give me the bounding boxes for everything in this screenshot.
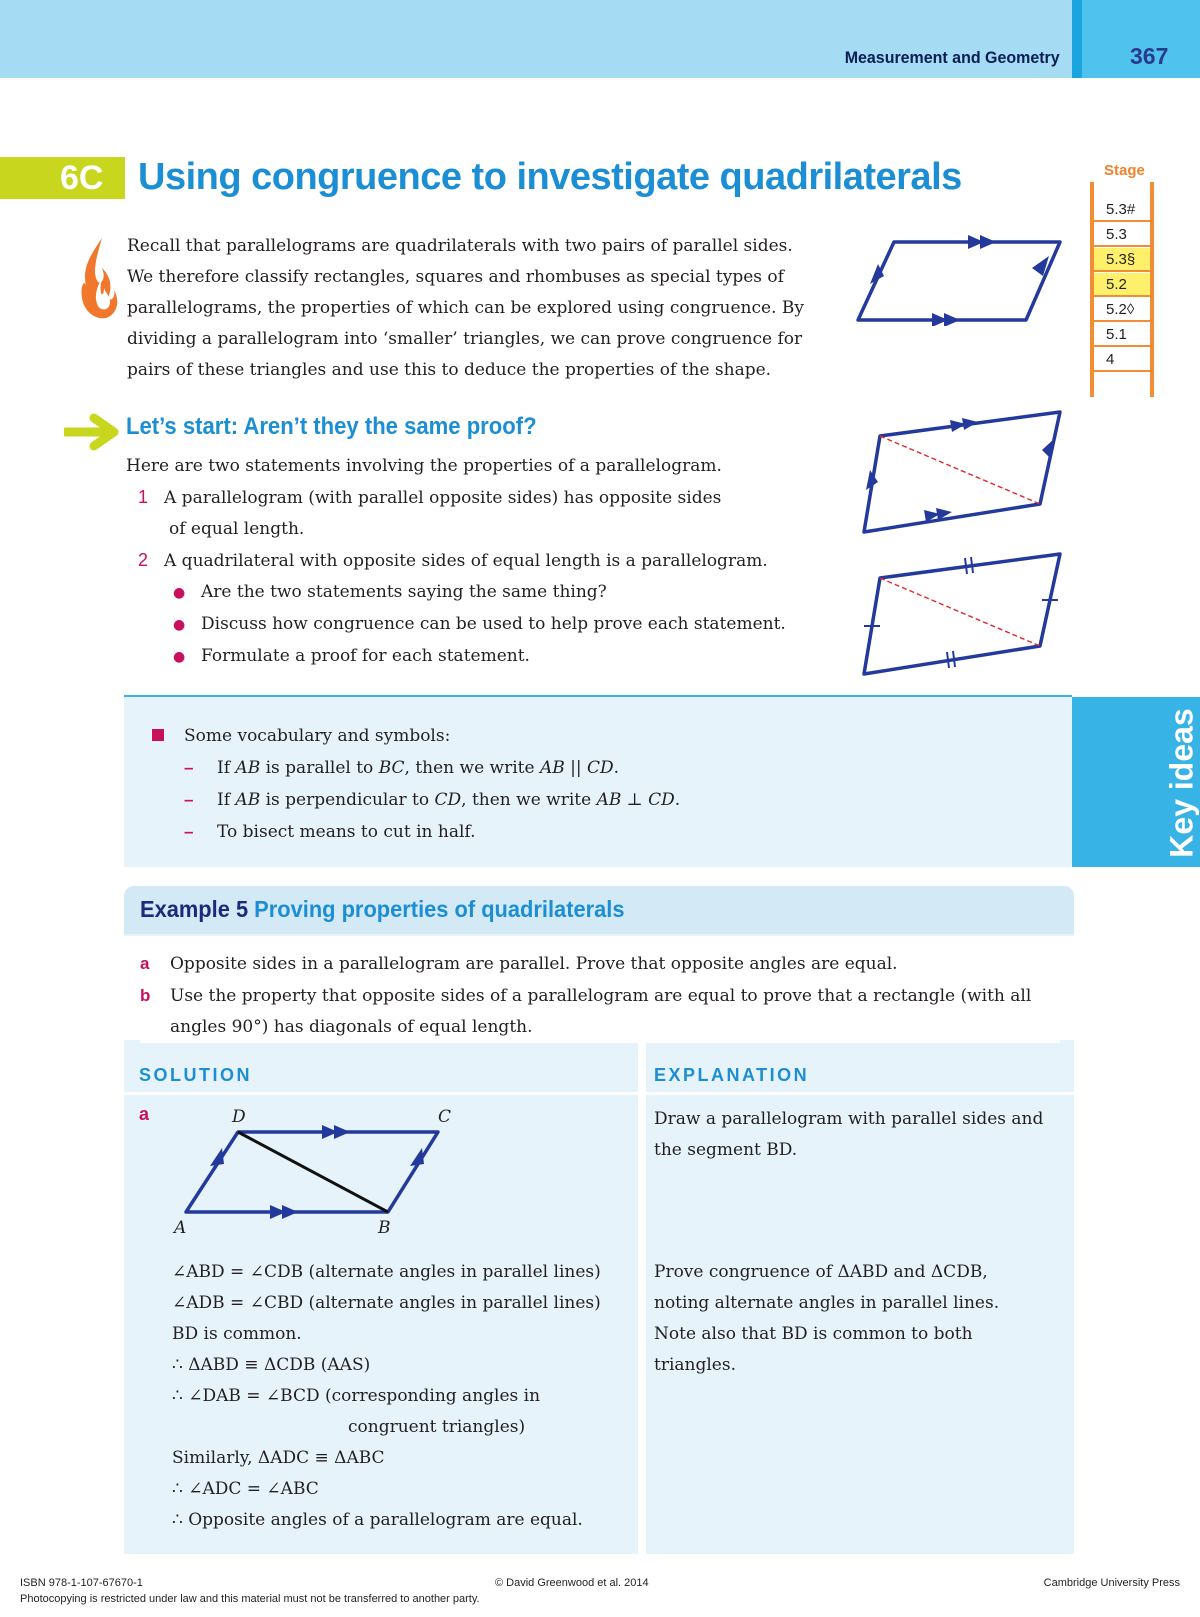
explanation-line: the segment BD.: [654, 1140, 798, 1160]
stage-level-highlighted: 5.3§: [1094, 248, 1150, 272]
dash-bullet: –: [184, 822, 194, 841]
statement-text-cont: of equal length.: [169, 519, 305, 539]
vertex-label-b: B: [378, 1218, 391, 1238]
vertex-label-d: D: [232, 1107, 246, 1127]
key-ideas-content: [152, 721, 680, 848]
dash-bullet: –: [184, 758, 194, 777]
intro-line: Recall that parallelograms are quadrilaterals with two pairs of parallel sides.: [127, 236, 793, 256]
running-head: Measurement and Geometry: [845, 48, 1060, 67]
solution-step: ∴ ∠DAB = ∠BCD (corresponding angles in: [172, 1386, 541, 1406]
square-bullet-icon: [152, 729, 164, 741]
statement-text: A parallelogram (with parallel opposite sides) has opposite sides: [164, 488, 722, 508]
footer-isbn: ISBN 978-1-107-67670-1: [20, 1577, 143, 1589]
solution-step: Similarly, ΔADC ≡ ΔABC: [172, 1448, 385, 1468]
intro-line: pairs of these triangles and use this to deduce the properties of the shape.: [127, 360, 772, 380]
statement-item: [126, 545, 816, 577]
intro-line: We therefore classify rectangles, squares and rhombuses as special types of: [127, 267, 784, 287]
stage-level: 5.1: [1094, 323, 1150, 347]
section-title: Using congruence to investigate quadrilaterals: [138, 156, 962, 198]
intro-paragraph: [127, 231, 827, 386]
stage-level: 4: [1094, 348, 1150, 372]
stage-label: Stage: [1104, 162, 1145, 179]
intro-line: dividing a parallelogram into ‘smaller’ triangles, we can prove congruence for: [127, 329, 803, 349]
footer-copyright: © David Greenwood et al. 2014: [495, 1577, 649, 1589]
statement-number: 2: [138, 550, 149, 570]
part-a-label: a: [139, 1104, 150, 1124]
statement-number: 1: [138, 487, 149, 507]
solution-parallelogram-diagram: [170, 1108, 460, 1238]
section-code: 6C: [60, 159, 104, 197]
explanation-line: noting alternate angles in parallel lines.: [654, 1293, 1000, 1313]
explanation-diagram: [654, 1104, 1043, 1166]
vertex-label-a: A: [174, 1218, 187, 1238]
flame-icon: [80, 238, 120, 320]
page-number: 367: [1130, 43, 1169, 69]
key-idea-sub: – To bisect means to cut in half.: [152, 816, 680, 848]
bullet-dot: ●: [173, 617, 186, 633]
footer-publisher: Cambridge University Press: [1043, 1577, 1180, 1589]
example-question: a Opposite sides in a parallelogram are parallel. Prove that opposite angles are equal.: [140, 954, 898, 974]
example-question-cont: angles 90°) has diagonals of equal length.: [170, 1017, 533, 1037]
solution-step: ∴ Opposite angles of a parallelogram are equal.: [172, 1510, 583, 1530]
solution-step: congruent triangles): [348, 1417, 526, 1437]
stage-level: 5.3: [1094, 223, 1150, 247]
solution-steps: [172, 1257, 601, 1536]
vertex-label-c: C: [438, 1107, 452, 1127]
stage-ladder: [1090, 182, 1154, 397]
key-ideas-tab: [1072, 697, 1200, 867]
explanation-line: Prove congruence of ΔABD and ΔCDB,: [654, 1262, 988, 1282]
parallelogram-equal-sides-diagram: [858, 548, 1066, 678]
explanation-heading: EXPLANATION: [654, 1065, 810, 1085]
discussion-bullet: ● Formulate a proof for each statement.: [126, 641, 816, 673]
column-divider: [638, 1040, 646, 1554]
discussion-bullet: ● Are the two statements saying the same thing?: [126, 577, 816, 609]
example-questions: [140, 948, 1060, 1043]
statement-text: A quadrilateral with opposite sides of equal length is a parallelogram.: [164, 551, 768, 571]
explanation-proof: [654, 1257, 999, 1381]
solution-step: ∴ ∠ADC = ∠ABC: [172, 1479, 319, 1499]
intro-line: parallelograms, the properties of which can be explored using congruence. By: [127, 298, 804, 318]
lets-start-lead: Here are two statements involving the properties of a parallelogram.: [126, 456, 722, 476]
stage-level-highlighted: 5.2: [1094, 273, 1150, 297]
key-ideas-label: Key ideas: [1163, 708, 1200, 858]
lets-start-body: [126, 451, 816, 673]
bullet-dot: ●: [173, 585, 186, 601]
parallelogram-parallel-diagram: [858, 406, 1066, 536]
dash-bullet: –: [184, 790, 194, 809]
bullet-dot: ●: [173, 649, 186, 665]
solution-step: ∠ADB = ∠CBD (alternate angles in parallel lines): [172, 1293, 601, 1313]
lets-start-title: Let’s start: Aren’t they the same proof?: [126, 413, 537, 440]
ladder-rail: [1150, 182, 1154, 397]
explanation-line: Draw a parallelogram with parallel sides and: [654, 1109, 1044, 1129]
stage-level: 5.2◊: [1094, 298, 1150, 322]
example-title: Example 5 Proving properties of quadrilaterals: [140, 896, 625, 922]
arrow-right-icon: [64, 412, 124, 452]
key-idea-sub: – If AB is perpendicular to CD, then we write AB ⊥ CD.: [152, 784, 680, 816]
column-separator: [124, 1092, 1074, 1095]
example-question: b Use the property that opposite sides of a parallelogram are equal to prove that a rectangle (with all: [140, 986, 1032, 1006]
solution-step: ∠ABD = ∠CDB (alternate angles in parallel lines): [172, 1262, 601, 1282]
key-idea-sub: – If AB is parallel to BC, then we write AB || CD.: [152, 752, 680, 784]
statement-item: [126, 482, 816, 514]
parallelogram-diagram: [850, 232, 1066, 326]
key-idea-main: Some vocabulary and symbols:: [152, 721, 680, 752]
explanation-line: Note also that BD is common to both: [654, 1324, 973, 1344]
solution-heading: SOLUTION: [139, 1065, 252, 1085]
solution-step: BD is common.: [172, 1324, 302, 1344]
explanation-line: triangles.: [654, 1355, 736, 1375]
solution-step: ∴ ΔABD ≡ ΔCDB (AAS): [172, 1355, 371, 1375]
footer-notice: Photocopying is restricted under law and this material must not be transferred to another party.: [20, 1593, 480, 1605]
stage-level: 5.3#: [1094, 198, 1150, 222]
discussion-bullet: ● Discuss how congruence can be used to help prove each statement.: [126, 609, 816, 641]
